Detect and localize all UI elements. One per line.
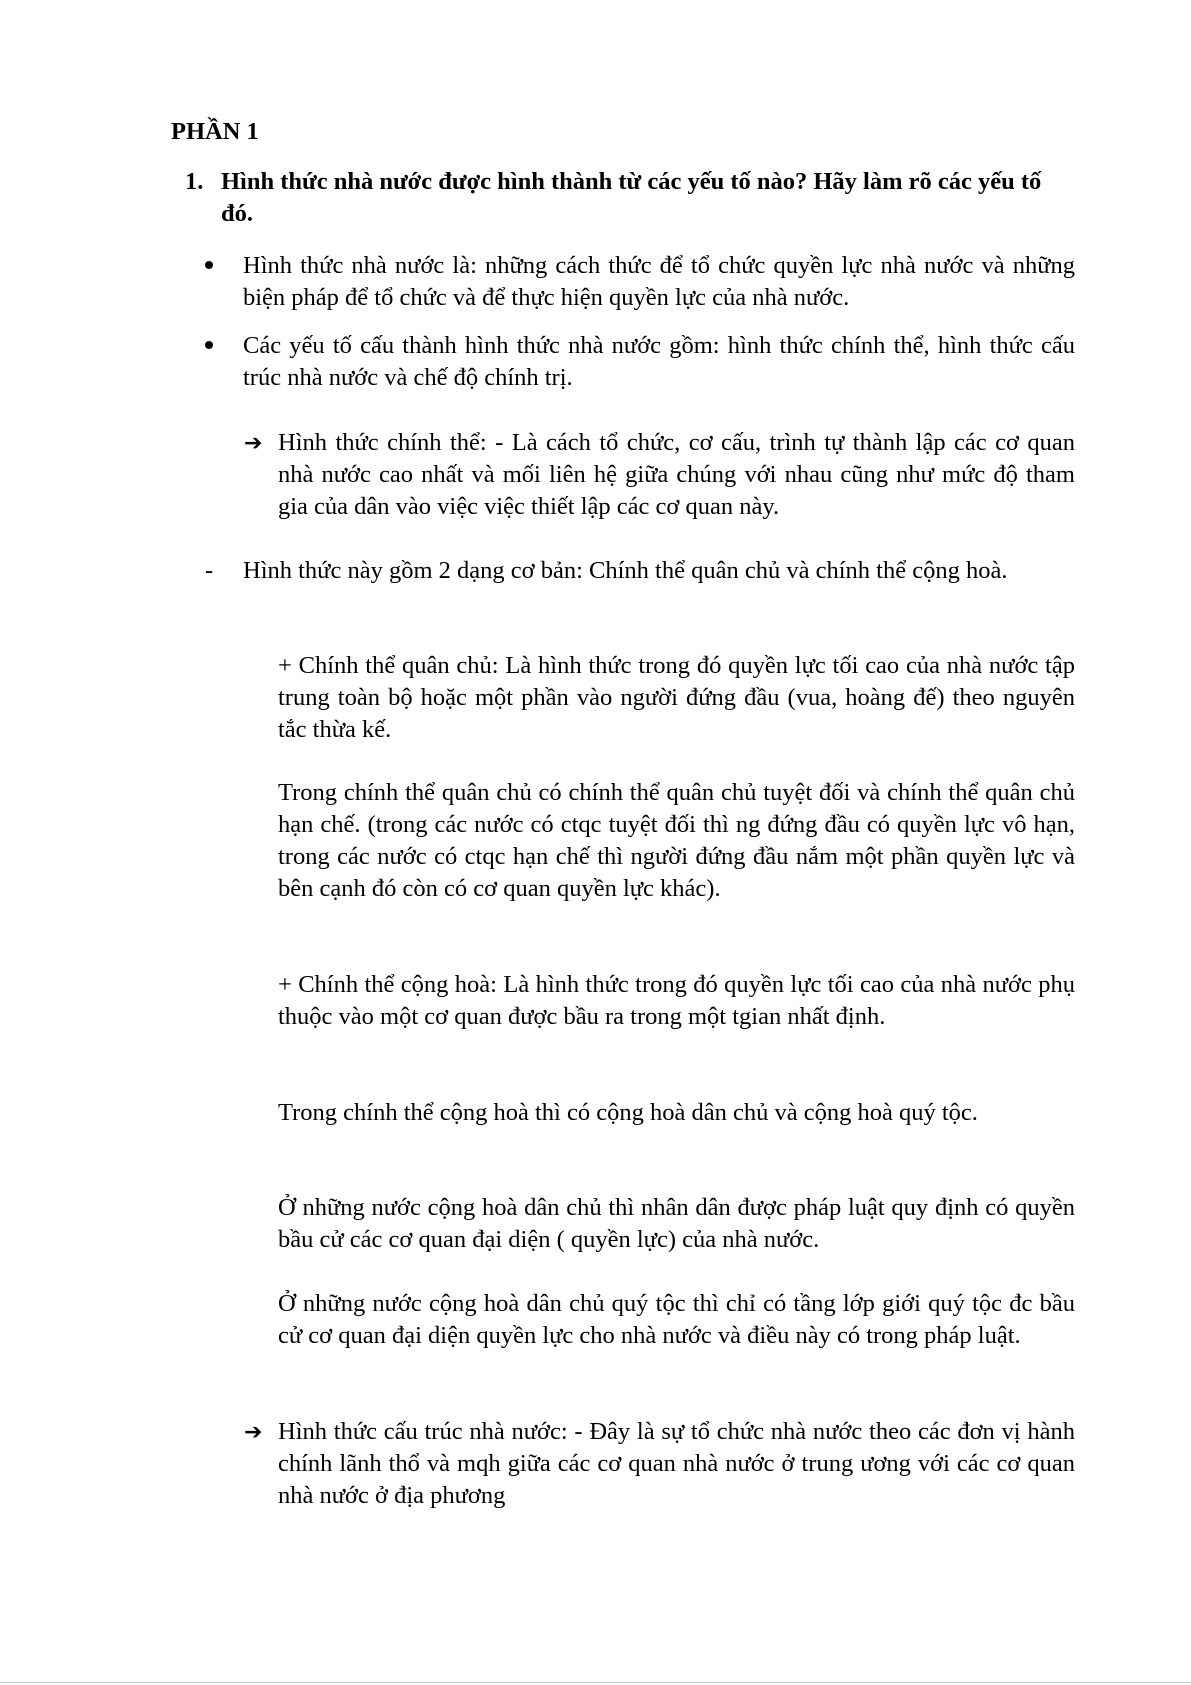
bullet-dot-icon [205,330,225,362]
dash-text: Hình thức này gồm 2 dạng cơ bản: Chính thể quân chủ và chính thể cộng hoà. [243,557,1008,584]
arrow-text: Hình thức cấu trúc nhà nước: - Đây là sự tổ chức nhà nước theo các đơn vị hành chính lãnh thổ và mqh giữa các cơ quan nhà nước ở trung ương với các cơ quan nhà nước ở địa phương [278,1418,1075,1509]
arrow-item-state-structure [244,1416,1075,1512]
paragraph-aristocratic-republic: Ở những nước cộng hoà dân chủ quý tộc thì chỉ có tầng lớp giới quý tộc đc bầu cử cơ quan đại diện quyền lực cho nhà nước và điều này có trong pháp luật. [278,1290,1075,1349]
paragraph-monarchy-types: Trong chính thể quân chủ có chính thể quân chủ tuyệt đối và chính thể quân chủ hạn chế. (trong các nước có ctqc tuyệt đối thì ng đứng đầu có quyền lực vô hạn, trong các nước có ctqc hạn chế thì người đứng đầu nắm một phần quyền lực và bên cạnh đó còn có cơ quan quyền lực khác). [278,779,1075,902]
section-heading: PHẦN 1 [171,118,259,145]
bullet-item-definition [243,250,1075,314]
paragraph-democratic-republic: Ở những nước cộng hoà dân chủ thì nhân dân được pháp luật quy định có quyền bầu cử các cơ quan đại diện ( quyền lực) của nhà nước. [278,1194,1075,1253]
dash-item-basic-types [205,555,1075,587]
dash-marker: - [205,557,214,584]
page-bottom-divider [0,1682,1191,1683]
bullet-text: Hình thức nhà nước là: những cách thức để tổ chức quyền lực nhà nước và những biện pháp để tổ chức và để thực hiện quyền lực của nhà nước. [243,252,1075,311]
question-text: Hình thức nhà nước được hình thành từ các yếu tố nào? Hãy làm rõ các yếu tố đó. [221,168,1042,227]
bullet-text: Các yếu tố cấu thành hình thức nhà nước gồm: hình thức chính thể, hình thức cấu trúc nhà nước và chế độ chính trị. [243,332,1075,391]
arrow-item-government-form [244,427,1075,523]
paragraph-republic: + Chính thể cộng hoà: Là hình thức trong đó quyền lực tối cao của nhà nước phụ thuộc vào một cơ quan được bầu ra trong một tgian nhất định. [278,971,1075,1030]
paragraph-republic-types: Trong chính thể cộng hoà thì có cộng hoà dân chủ và cộng hoà quý tộc. [278,1099,978,1126]
question-number: 1. [185,168,204,195]
bullet-dot-icon [205,250,225,282]
arrow-right-icon: ➔ [244,430,263,455]
question-1 [185,166,1065,230]
bullet-item-elements [243,330,1075,394]
arrow-text: Hình thức chính thể: - Là cách tổ chức, cơ cấu, trình tự thành lập các cơ quan nhà nước cao nhất và mối liên hệ giữa chúng với nhau cũng như mức độ tham gia của dân vào việc việc thiết lập các cơ quan này. [278,429,1075,520]
arrow-right-icon: ➔ [244,1419,263,1444]
paragraph-monarchy: + Chính thể quân chủ: Là hình thức trong đó quyền lực tối cao của nhà nước tập trung toàn bộ hoặc một phần vào người đứng đầu (vua, hoàng đế) theo nguyên tắc thừa kế. [278,652,1075,743]
